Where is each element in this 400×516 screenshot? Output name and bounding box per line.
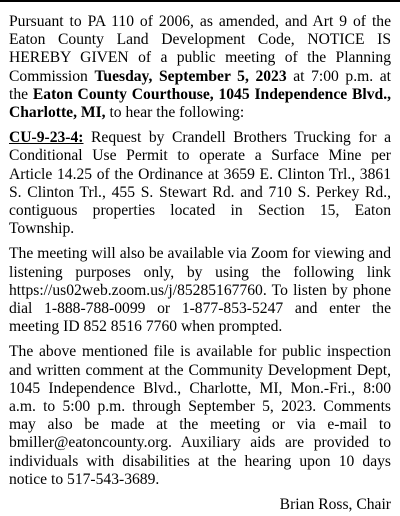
signature: Brian Ross, Chair [279,495,391,513]
zoom-paragraph: The meeting will also be available via Zoom for viewing and listening purposes only, by using the following link https://us02web.zoom.us/j/85285167760. To listen by phone dial 1-888-788-0099 or 1-877-853-5247 and enter the meeting ID 852 8516 7760 when prompted. [9,245,391,336]
intro-text-2: at 7:00 p.m. at the [9,67,391,103]
top-divider [0,0,400,2]
meeting-location: Eaton County Courthouse, 1045 Independence Blvd., Charlotte, MI, [9,85,391,122]
case-description: Request by Crandell Brothers Trucking for a Conditional Use Permit to operate a Surface Mine per Article 14.25 of the Ordinance at 3659 E. Clinton Trl., 3861 S. Clinton Trl., 455 S. Stewart Rd. and 710 S. Perkey Rd., contiguous properties located in Section 15, Eaton Township. [9,129,391,238]
intro-text-1: Pursuant to PA 110 of 2006, as amended, and Art 9 of the Eaton County Land Development Code, NOTICE IS HEREBY GIVEN of a public meeting of the Planning Commission [9,13,391,85]
inspection-paragraph: The above mentioned file is available for public inspection and written comment at the Community Development Dept, 1045 Independence Blvd., Charlotte, MI, Mon.-Fri., 8:00 a.m. to 5:00 p.m. through September 5, 2023. Comments may also be made at the meeting or via e-mail to bmiller@eatoncounty.org. Auxiliary aids are provided to individuals with disabilities at the hearing upon 10 days notice to 517-543-3689. [9,343,391,488]
intro-paragraph [9,0,391,122]
case-number: CU-9-23-4: [9,129,84,147]
meeting-date: Tuesday, September 5, 2023 [94,67,287,85]
case-paragraph [9,129,391,238]
intro-text-3: to hear the following: [105,104,245,122]
